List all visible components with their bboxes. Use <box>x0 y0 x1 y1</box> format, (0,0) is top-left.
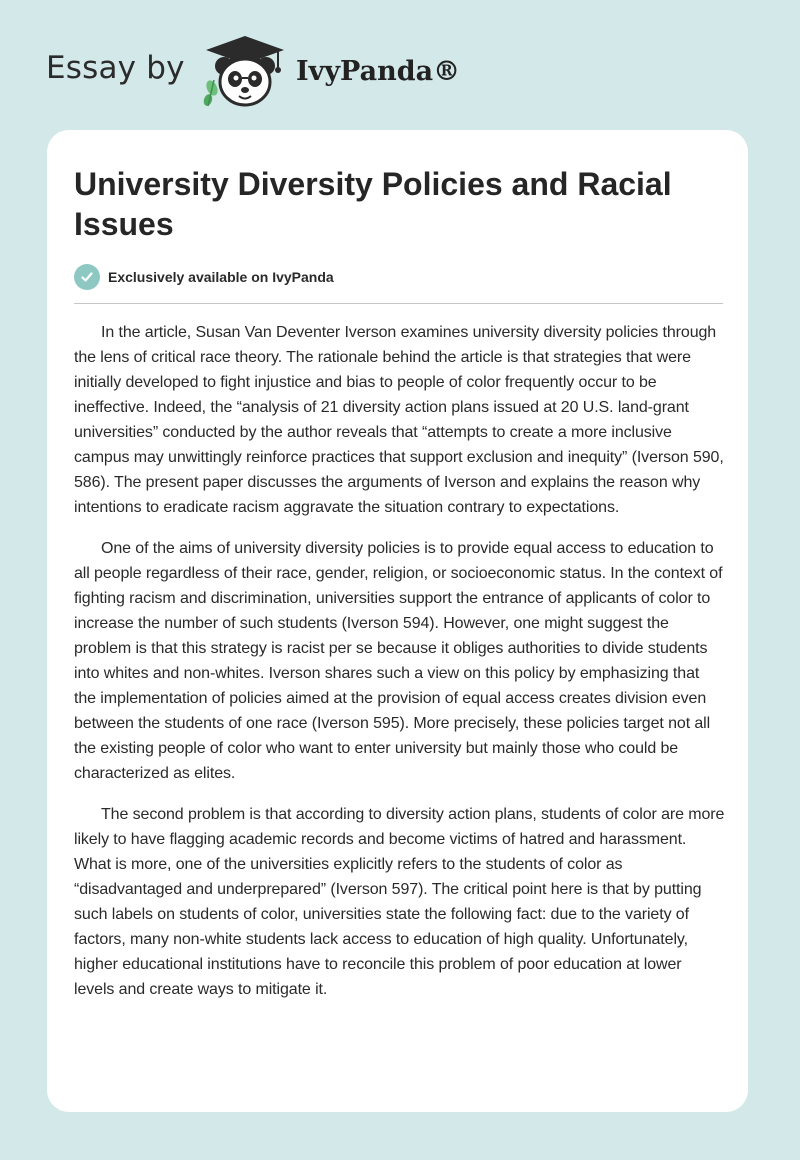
paragraph-3: The second problem is that according to diversity action plans, students of color are more likely to have flagging academic records and become victims of hatred and harassment. What is more, one of the universities explicitly refers to the students of color as “disadvantaged and underprepared” (Iverson 597). The critical point here is that by putting such labels on students of color, universities state the following fact: due to the variety of factors, many non-white students lack access to education of high quality. Unfortunately, higher educational institutions have to reconcile this problem of poor education at lower levels and create ways to mitigate it. <box>74 806 725 998</box>
essay-card <box>47 130 748 1112</box>
check-circle-icon <box>74 264 100 290</box>
exclusive-badge-text: Exclusively available on IvyPanda <box>108 269 334 285</box>
ivypanda-brand-name[interactable]: IvyPanda® <box>296 56 461 87</box>
exclusive-badge <box>74 264 334 290</box>
essay-body <box>74 320 725 1018</box>
panda-logo-icon[interactable] <box>200 30 290 110</box>
divider <box>74 303 723 304</box>
site-header <box>46 30 506 110</box>
paragraph-1: In the article, Susan Van Deventer Iverson examines university diversity policies through the lens of critical race theory. The rationale behind the article is that strategies that were initially developed to fight injustice and bias to people of color frequently occur to be ineffective. Indeed, the “analysis of 21 diversity action plans issued at 20 U.S. land-grant universities” conducted by the author reveals that “attempts to create a more inclusive campus may unwittingly reinforce practices that support exclusion and inequity” (Iverson 590, 586). The present paper discusses the arguments of Iverson and explains the reason why intentions to eradicate racism aggravate the situation contrary to expectations. <box>74 324 724 516</box>
essay-by-label: Essay by <box>46 50 185 86</box>
paragraph-2: One of the aims of university diversity policies is to provide equal access to education to all people regardless of their race, gender, religion, or socioeconomic status. In the context of fighting racism and discrimination, universities support the entrance of applicants of color to increase the number of such students (Iverson 594). However, one might suggest the problem is that this strategy is racist per se because it obliges authorities to divide students into whites and non-whites. Iverson shares such a view on this policy by emphasizing that the implementation of policies aimed at the provision of equal access creates division even between the students of one race (Iverson 595). More precisely, these policies target not all the existing people of color who want to enter university but mainly those who could be characterized as elites. <box>74 540 723 782</box>
page-title: University Diversity Policies and Racial Issues <box>74 166 672 242</box>
